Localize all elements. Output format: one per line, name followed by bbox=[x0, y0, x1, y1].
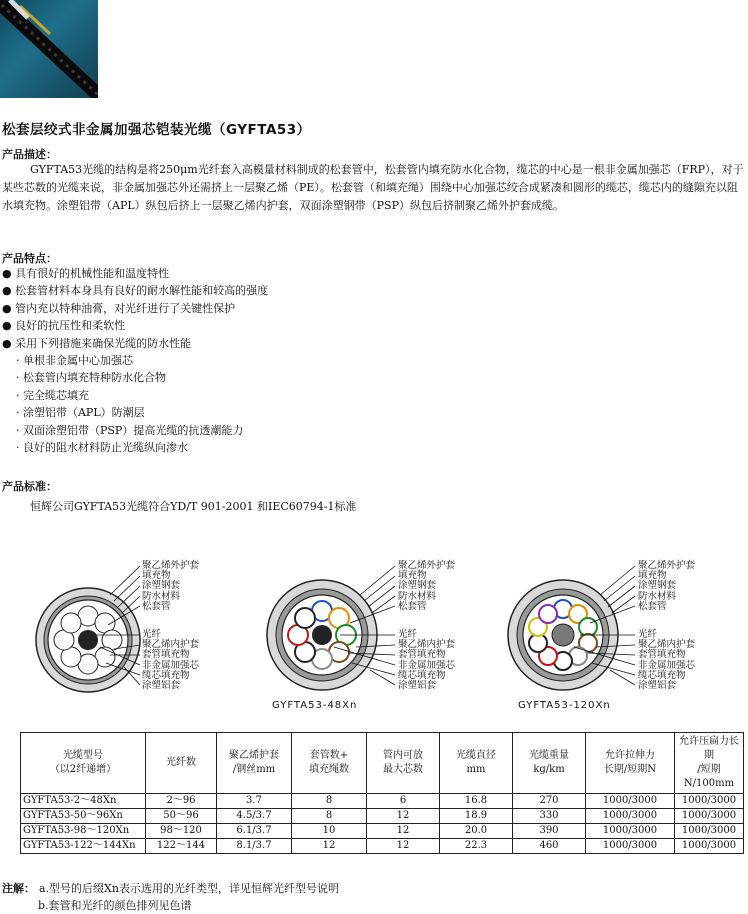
standard-text: 恒辉公司GYFTA53光缆符合YD/T 901-2001 和IEC60794-1标准 bbox=[30, 500, 357, 513]
feature-subitem: · 完全缆芯填充 bbox=[16, 388, 89, 402]
cable-product-photo bbox=[0, 0, 98, 98]
feature-subitem: · 涂塑铝带（APL）防潮层 bbox=[16, 406, 145, 420]
table-header-cell: 光缆直径 mm bbox=[440, 733, 513, 794]
feature-item: ● 采用下列措施来确保光缆的防水性能 bbox=[2, 336, 192, 350]
feature-item: ● 良好的抗压性和柔软性 bbox=[2, 319, 126, 333]
description-text: GYFTA53光缆的结构是将250μm光纤套入高模量材料制成的松套管中，松套管内填充防水化合物，缆芯的中心是一根非金属加强芯（FRP），对于某些芯数的光缆来说，非金属加强芯外还需挤上一层聚乙烯（PE）。松套管（和填充绳）围绕中心加强芯绞合成紧凑和圆形的缆芯，缆芯内的缝隙充以阻水填充物。涂塑铝带（APL）纵包后挤上一层聚乙烯内护套，双面涂塑钢带（PSP）纵包后挤制聚乙烯外护套成缆。 bbox=[2, 163, 744, 212]
table-cell: 270 bbox=[513, 794, 586, 809]
table-cell: 390 bbox=[513, 824, 586, 839]
diagram-labels-1-top: 聚乙烯外护套 填充物 涂塑钢套 防水材料 松套管 bbox=[142, 560, 200, 612]
feature-subitem: · 双面涂塑铝带（PSP）提高光缆的抗透潮能力 bbox=[16, 423, 244, 437]
table-cell: 8 bbox=[292, 794, 367, 809]
table-cell: 8.1/3.7 bbox=[217, 839, 292, 854]
diagram-labels-1-bottom: 光纤 聚乙烯内护套 套管填充物 非金属加强芯 缆芯填充物 涂塑铝套 bbox=[142, 629, 200, 691]
feature-item: ● 管内充以特种油膏，对光纤进行了关键性保护 bbox=[2, 301, 236, 315]
feature-item: ● 松套管材料本身具有良好的耐水解性能和较高的强度 bbox=[2, 284, 269, 298]
diagram-labels-2-bottom: 光纤 聚乙烯内护套 套管填充物 非金属加强芯 缆芯填充物 涂塑铝套 bbox=[398, 629, 456, 691]
note-item: b.套管和光纤的颜色排列见色谱 bbox=[38, 899, 192, 912]
diagram-caption-2: GYFTA53-120Xn bbox=[518, 700, 611, 711]
table-header-cell: 光缆型号 （以2纤递增） bbox=[21, 733, 146, 794]
diagram-labels-2-top: 聚乙烯外护套 填充物 涂塑钢套 防水材料 松套管 bbox=[398, 560, 456, 612]
table-cell: 18.9 bbox=[440, 809, 513, 824]
table-cell: 16.8 bbox=[440, 794, 513, 809]
description-heading: 产品描述： bbox=[2, 148, 57, 161]
table-row bbox=[21, 809, 744, 824]
diagram-caption-1: GYFTA53-48Xn bbox=[272, 700, 358, 711]
table-cell: 1000/3000 bbox=[586, 839, 675, 854]
page-title: 松套层绞式非金属加强芯铠装光缆（GYFTA53） bbox=[2, 122, 311, 138]
table-cell: 6 bbox=[367, 794, 440, 809]
table-cell: 98～120 bbox=[146, 824, 217, 839]
standard-heading: 产品标准： bbox=[2, 480, 57, 493]
note-item: a.型号的后缀Xn表示选用的光纤类型，详见恒辉光纤型号说明 bbox=[39, 882, 339, 895]
table-cell: GYFTA53-50～96Xn bbox=[21, 809, 146, 824]
table-cell: 3.7 bbox=[217, 794, 292, 809]
cross-section-1 bbox=[36, 588, 140, 692]
table-header-cell: 光缆重量 kg/km bbox=[513, 733, 586, 794]
table-cell: 22.3 bbox=[440, 839, 513, 854]
table-cell: 12 bbox=[367, 824, 440, 839]
table-cell: 6.1/3.7 bbox=[217, 824, 292, 839]
table-header-row bbox=[21, 733, 744, 794]
table-cell: 1000/3000 bbox=[675, 809, 744, 824]
table-cell: 8 bbox=[292, 809, 367, 824]
table-header-cell: 允许拉伸力 长期/短期N bbox=[586, 733, 675, 794]
spec-table bbox=[20, 732, 744, 854]
cable-cross-sections bbox=[0, 555, 748, 725]
cable-photo-illustration bbox=[0, 0, 98, 98]
table-cell: 12 bbox=[292, 839, 367, 854]
table-cell: 12 bbox=[367, 809, 440, 824]
table-row bbox=[21, 794, 744, 809]
table-cell: 12 bbox=[367, 839, 440, 854]
table-cell: GYFTA53-2～48Xn bbox=[21, 794, 146, 809]
table-cell: 10 bbox=[292, 824, 367, 839]
table-cell: 2～96 bbox=[146, 794, 217, 809]
table-cell: GYFTA53-98～120Xn bbox=[21, 824, 146, 839]
table-header-cell: 聚乙烯护套 /钢丝mm bbox=[217, 733, 292, 794]
diagram-labels-3-top: 聚乙烯外护套 填充物 涂塑钢套 防水材料 松套管 bbox=[638, 560, 696, 612]
table-row bbox=[21, 824, 744, 839]
table-header-cell: 管内可放 最大芯数 bbox=[367, 733, 440, 794]
table-cell: 1000/3000 bbox=[586, 824, 675, 839]
feature-subitem: · 良好的阻水材料防止光缆纵向渗水 bbox=[16, 440, 188, 454]
table-cell: 460 bbox=[513, 839, 586, 854]
notes-block bbox=[2, 880, 339, 914]
table-header-cell: 套管数+ 填充绳数 bbox=[292, 733, 367, 794]
table-cell: 1000/3000 bbox=[586, 809, 675, 824]
notes-heading: 注解： bbox=[2, 882, 35, 895]
feature-subitem: · 松套管内填充特种防水化合物 bbox=[16, 371, 166, 385]
table-header-cell: 光纤数 bbox=[146, 733, 217, 794]
features-heading: 产品特点： bbox=[2, 252, 57, 265]
table-cell: 122～144 bbox=[146, 839, 217, 854]
table-cell: 1000/3000 bbox=[675, 824, 744, 839]
table-cell: 330 bbox=[513, 809, 586, 824]
table-cell: 1000/3000 bbox=[675, 839, 744, 854]
table-cell: 50～96 bbox=[146, 809, 217, 824]
feature-item: ● 具有很好的机械性能和温度特性 bbox=[2, 267, 170, 280]
table-cell: 20.0 bbox=[440, 824, 513, 839]
feature-subitem: · 单根非金属中心加强芯 bbox=[16, 353, 133, 367]
table-cell: 1000/3000 bbox=[586, 794, 675, 809]
table-cell: GYFTA53-122～144Xn bbox=[21, 839, 146, 854]
table-header-cell: 允许压扁力长期 /短期N/100mm bbox=[675, 733, 744, 794]
table-cell: 1000/3000 bbox=[675, 794, 744, 809]
table-row bbox=[21, 839, 744, 854]
table-cell: 4.5/3.7 bbox=[217, 809, 292, 824]
features-list bbox=[2, 265, 268, 456]
diagram-labels-3-bottom: 光纤 聚乙烯内护套 套管填充物 非金属加强芯 缆芯填充物 涂塑铝套 bbox=[638, 629, 696, 691]
